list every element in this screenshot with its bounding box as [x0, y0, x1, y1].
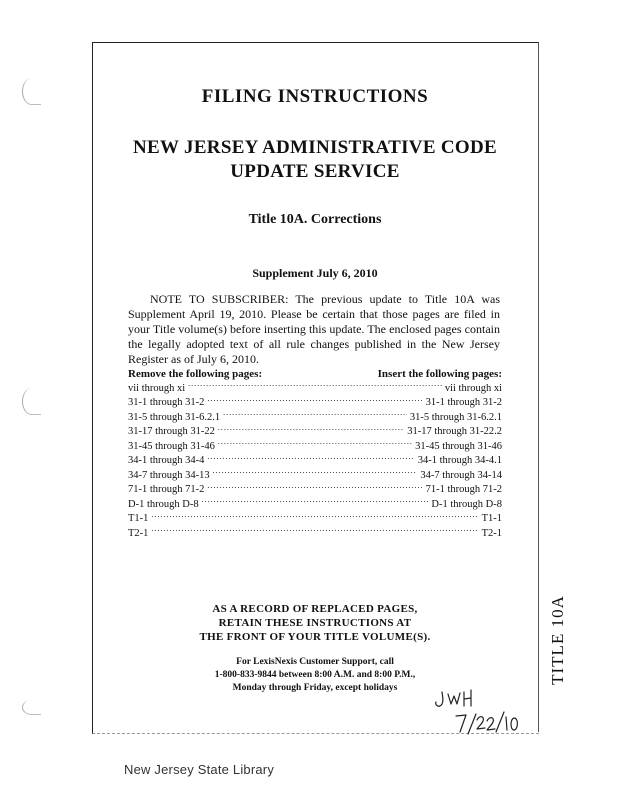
- page-replacement-row: [128, 424, 502, 439]
- filing-instructions-heading: FILING INSTRUCTIONS: [201, 86, 429, 107]
- pages-table: [128, 368, 502, 540]
- title-tab: [538, 590, 578, 690]
- supplement-date: Supplement July 6, 2010: [252, 266, 378, 280]
- remove-pages: vii through xi: [128, 382, 186, 394]
- remove-pages: T1-1: [128, 513, 149, 524]
- insert-header: Insert the following pages:: [377, 368, 502, 380]
- remove-pages: D-1 through D-8: [128, 498, 199, 510]
- dot-leader: [151, 526, 478, 536]
- library-stamp: New Jersey State Library: [124, 762, 275, 777]
- code-heading-line1: NEW JERSEY ADMINISTRATIVE CODE: [133, 137, 497, 158]
- subscriber-note: [128, 292, 500, 367]
- insert-pages: 31-5 through 31-6.2.1: [409, 411, 502, 423]
- insert-pages: 31-45 through 31-46: [415, 440, 502, 452]
- page-replacement-row: [128, 410, 502, 425]
- dot-leader: [207, 482, 422, 492]
- dot-leader: [213, 468, 418, 478]
- dot-leader: [218, 424, 404, 434]
- insert-pages: D-1 through D-8: [431, 498, 502, 510]
- dot-leader: [151, 511, 478, 521]
- dot-leader: [223, 410, 407, 420]
- insert-pages: 34-7 through 34-14: [420, 469, 502, 481]
- punch-hole-top: [22, 78, 41, 105]
- remove-pages: 31-45 through 31-46: [128, 440, 215, 452]
- insert-pages: T2-1: [481, 527, 502, 539]
- subscriber-note-text: NOTE TO SUBSCRIBER: The previous update to Title 10A was Supplement April 19, 2010. Please be certain that those pages are filed in your Title volume(s) before inserting this update. The enclosed pages contain the legally adopted text of all rule changes published in the New Jersey Register as of July 6, 2010.: [128, 292, 500, 366]
- remove-header: Remove the following pages:: [128, 368, 263, 380]
- support-line2: 1-800-833-9844 between 8:00 A.M. and 8:00 P.M.,: [214, 670, 416, 680]
- insert-pages: 71-1 through 71-2: [425, 484, 502, 495]
- remove-pages: 34-1 through 34-4: [128, 455, 205, 466]
- page-replacement-row: [128, 526, 502, 541]
- punch-hole-middle: [22, 388, 41, 415]
- pages-rows: [128, 381, 502, 541]
- page-replacement-row: [128, 453, 502, 468]
- insert-pages: 34-1 through 34-4.1: [417, 455, 502, 466]
- code-heading-line2: UPDATE SERVICE: [230, 161, 400, 182]
- insert-pages: T1-1: [481, 513, 502, 524]
- record-line1: AS A RECORD OF REPLACED PAGES,: [212, 603, 418, 615]
- record-line2: RETAIN THESE INSTRUCTIONS AT: [218, 617, 412, 629]
- page-replacement-row: [128, 439, 502, 454]
- remove-pages: 34-7 through 34-13: [128, 469, 210, 481]
- dot-leader: [207, 453, 414, 463]
- dot-leader: [202, 497, 429, 507]
- punch-hole-bottom: [22, 700, 41, 715]
- remove-pages: 31-17 through 31-22: [128, 426, 215, 437]
- insert-pages: vii through xi: [444, 382, 502, 394]
- remove-pages: T2-1: [128, 527, 149, 539]
- insert-pages: 31-17 through 31-22.2: [407, 426, 502, 437]
- support-line1: For LexisNexis Customer Support, call: [236, 657, 394, 667]
- remove-pages: 71-1 through 71-2: [128, 484, 205, 495]
- remove-pages: 31-1 through 31-2: [128, 397, 205, 408]
- insert-pages: 31-1 through 31-2: [425, 397, 502, 408]
- record-line3: THE FRONT OF YOUR TITLE VOLUME(S).: [199, 631, 431, 643]
- page-replacement-row: [128, 468, 502, 483]
- remove-pages: 31-5 through 31-6.2.1: [128, 411, 221, 423]
- page-replacement-row: [128, 497, 502, 512]
- handwritten-initials-date: [428, 684, 528, 740]
- dot-leader: [207, 395, 422, 405]
- title-tab-label: TITLE 10A: [548, 595, 568, 685]
- dot-leader: [188, 381, 442, 391]
- title-heading: Title 10A. Corrections: [248, 212, 382, 227]
- support-line3: Monday through Friday, except holidays: [232, 683, 398, 693]
- page-replacement-row: [128, 511, 502, 526]
- record-instructions: [92, 602, 538, 644]
- page-replacement-row: [128, 395, 502, 410]
- code-heading: [92, 136, 538, 184]
- pages-table-header: [128, 368, 502, 381]
- dot-leader: [218, 439, 412, 449]
- page-replacement-row: [128, 381, 502, 396]
- page-replacement-row: [128, 482, 502, 497]
